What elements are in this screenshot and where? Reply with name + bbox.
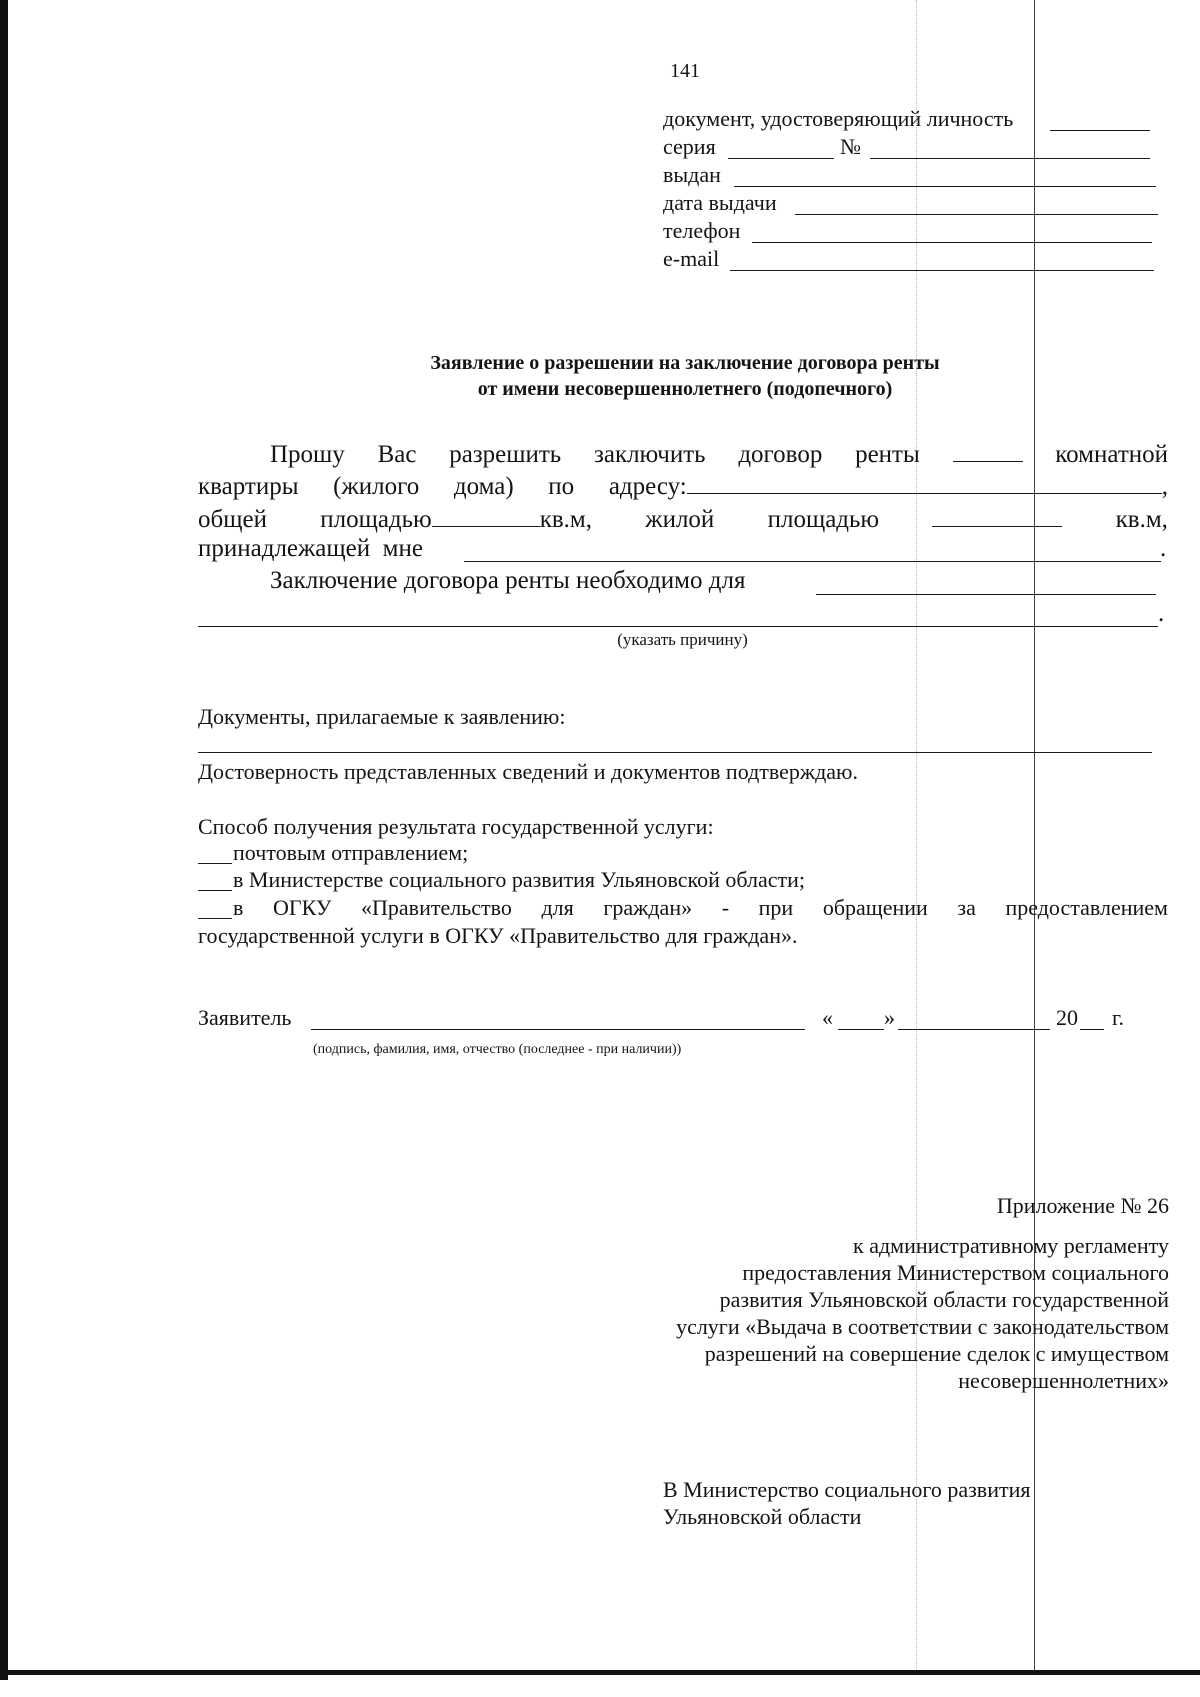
option-1-label: почтовым отправлением; [233, 840, 469, 865]
addressee-line-2: Ульяновской области [663, 1504, 862, 1529]
word [320, 503, 592, 534]
option-2-label: в Министерстве социального развития Ульяновской области; [233, 867, 805, 892]
page-number: 141 [670, 60, 700, 82]
word: Прошу [270, 440, 345, 468]
title-line-2: от имени несовершеннолетнего (подопечного) [477, 378, 893, 400]
purpose-line-1 [816, 594, 1156, 595]
day-line [838, 1029, 884, 1030]
signature-hint: (подпись, фамилия, имя, отчество (последнее - при наличии)) [313, 1042, 682, 1057]
word: по [548, 472, 575, 500]
month-line [898, 1029, 1050, 1030]
appendix-number: Приложение № 26 [996, 1193, 1169, 1218]
word: предоставлением [1005, 895, 1168, 920]
year-line [1080, 1029, 1104, 1030]
word: заключить [593, 440, 706, 468]
word: (жилого [333, 472, 420, 500]
purpose-line-2 [198, 626, 1158, 627]
comma: , [1161, 472, 1168, 500]
living-area-blank [932, 503, 1062, 527]
request-line-1 [270, 438, 1168, 469]
series-label: серия [663, 134, 716, 159]
phone-label: телефон [663, 218, 741, 243]
id-document-label: документ, удостоверяющий личность [663, 106, 1014, 131]
scan-bottom-edge [0, 1670, 1200, 1675]
word: дома) [453, 472, 514, 500]
word: в [233, 895, 244, 920]
request-line-3 [198, 503, 1168, 534]
appendix-line-6: несовершеннолетних» [958, 1368, 1169, 1393]
applicant-label: Заявитель [198, 1005, 292, 1030]
year-suffix: г. [1112, 1005, 1125, 1030]
documents-label: Документы, прилагаемые к заявлению: [198, 704, 566, 729]
word: при [758, 895, 794, 920]
quote-open: « [822, 1005, 833, 1030]
word: кв.м, [1115, 505, 1168, 533]
period: . [1160, 535, 1167, 562]
email-label: e-mail [663, 246, 720, 271]
issue-date-label: дата выдачи [663, 190, 777, 215]
word: квартиры [198, 472, 299, 500]
word: комнатной [1055, 440, 1168, 468]
word: за [957, 895, 976, 920]
address-label: адресу: [608, 472, 687, 500]
option-3-line-2: государственной услуги в ОГКУ «Правительство для граждан». [198, 923, 798, 948]
title-line-1: Заявление о разрешении на заключение договора ренты [430, 352, 940, 374]
word: договор [738, 440, 823, 468]
word: площадью [767, 505, 880, 533]
id-document-line [1050, 130, 1150, 131]
word: разрешить [449, 440, 562, 468]
word [609, 470, 1168, 501]
appendix-line-3: развития Ульяновской области государственной [719, 1287, 1169, 1312]
issued-by-label: выдан [663, 162, 721, 187]
number-label: № [840, 134, 861, 159]
unit: кв.м, [539, 505, 593, 533]
request-line-2 [198, 470, 1168, 501]
quote-close: » [884, 1005, 895, 1030]
word: общей [198, 505, 267, 533]
word: мне [382, 535, 423, 562]
signature-line [311, 1029, 805, 1030]
word: - [721, 895, 730, 920]
addressee-line-1: В Министерство социального развития [663, 1477, 1031, 1502]
word: Вас [377, 440, 417, 468]
option-3-line-1 [233, 895, 1168, 921]
delivery-heading: Способ получения результата государственной услуги: [198, 814, 714, 839]
series-line [728, 158, 834, 159]
word: ОГКУ [273, 895, 332, 920]
year-prefix: 20 [1056, 1005, 1078, 1030]
owner-line [464, 561, 1161, 562]
total-area-label: площадью [320, 505, 432, 533]
word: обращении [822, 895, 928, 920]
rooms-blank [953, 438, 1023, 462]
documents-line [198, 752, 1152, 753]
address-blank [687, 470, 1162, 494]
phone-line [752, 242, 1152, 243]
email-line [730, 270, 1154, 271]
option-3-checkbox-line [198, 918, 232, 919]
word: для [541, 895, 574, 920]
word: «Правительство [361, 895, 512, 920]
word: принадлежащей [198, 535, 371, 562]
purpose-label: Заключение договора ренты необходимо для [270, 567, 746, 594]
total-area-blank [432, 503, 540, 527]
scan-fold-line [1034, 0, 1035, 1670]
scan-left-edge [0, 0, 8, 1680]
issued-by-line [734, 186, 1156, 187]
appendix-line-1: к административному регламенту [853, 1233, 1169, 1258]
appendix-line-5: разрешений на совершение сделок с имуществом [704, 1341, 1169, 1366]
word: граждан» [603, 895, 693, 920]
number-line [870, 158, 1150, 159]
period: . [1158, 600, 1165, 627]
scan-fold-line-faint [916, 0, 917, 1670]
appendix-line-4: услуги «Выдача в соответствии с законодательством [676, 1314, 1169, 1339]
appendix-line-2: предоставления Министерством социального [742, 1260, 1169, 1285]
option-1-checkbox-line [198, 863, 232, 864]
word: ренты [855, 440, 920, 468]
issue-date-line [795, 214, 1158, 215]
confirm-text: Достоверность представленных сведений и документов подтверждаю. [198, 759, 858, 784]
option-2-checkbox-line [198, 890, 232, 891]
reason-hint: (указать причину) [617, 630, 748, 649]
word: жилой [645, 505, 715, 533]
request-line-4-label [198, 535, 423, 563]
